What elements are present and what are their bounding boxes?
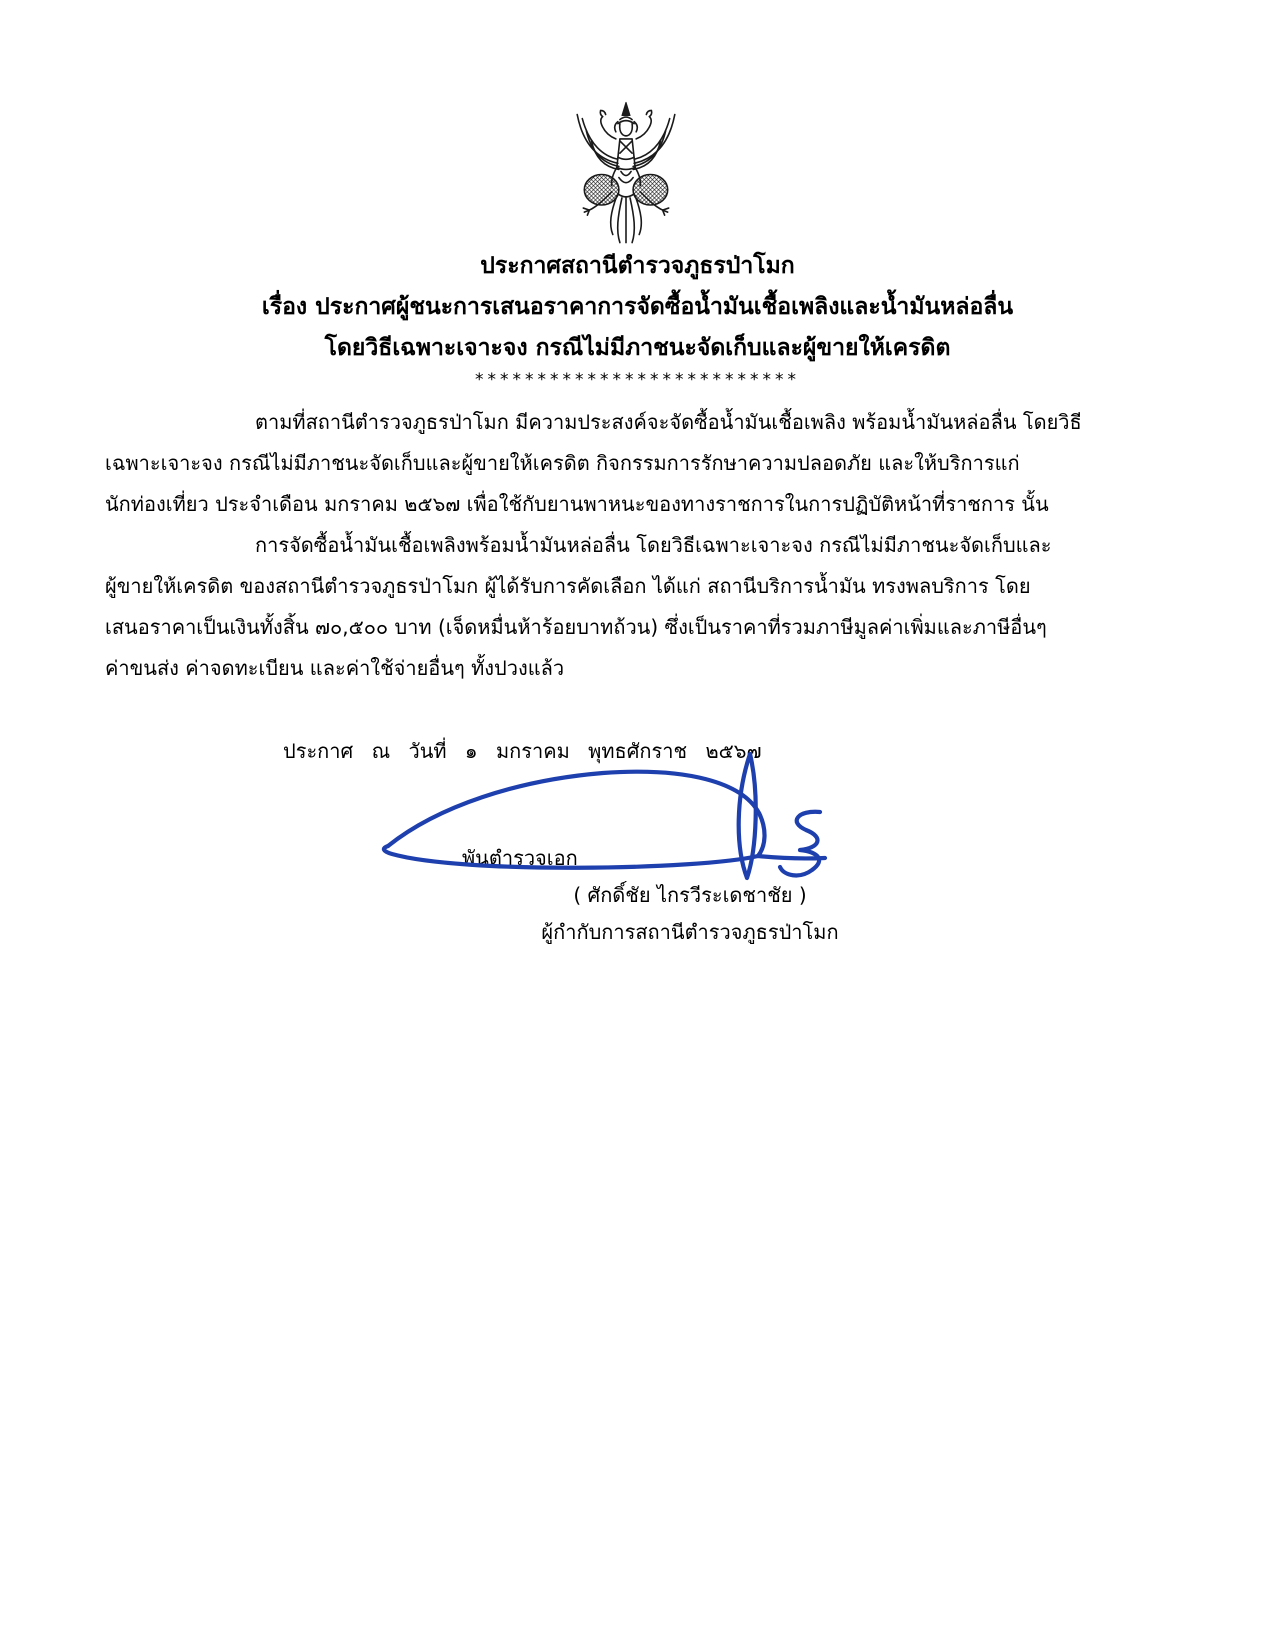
- signatory-position: ผู้กำกับการสถานีตำรวจภูธรป่าโมก: [541, 920, 839, 944]
- announcement-method: โดยวิธีเฉพาะเจาะจง กรณีไม่มีภาชนะจัดเก็บและผู้ขายให้เครดิต: [324, 335, 951, 361]
- body-line: ตามที่สถานีตำรวจภูธรป่าโมก มีความประสงค์จะจัดซื้อน้ำมันเชื้อเพลิง พร้อมน้ำมันหล่อลื่น โดยวิธี: [255, 410, 1082, 434]
- document-body: [105, 402, 1170, 689]
- body-line: นักท่องเที่ยว ประจำเดือน มกราคม ๒๕๖๗ เพื่อใช้กับยานพาหนะของทางราชการในการปฏิบัติหน้าที่ราชการ นั้น: [105, 492, 1049, 516]
- body-line: ค่าขนส่ง ค่าจดทะเบียน และค่าใช้จ่ายอื่นๆ ทั้งปวงแล้ว: [105, 656, 565, 680]
- body-line: เสนอราคาเป็นเงินทั้งสิ้น ๗๐,๕๐๐ บาท (เจ็ดหมื่นห้าร้อยบาทถ้วน) ซึ่งเป็นราคาที่รวมภาษีมูลค่าเพิ่มและภาษีอื่นๆ: [105, 615, 1047, 639]
- paragraph-2: [105, 525, 1170, 689]
- garuda-emblem-icon: [565, 100, 687, 248]
- signatory-rank: พันตำรวจเอก: [462, 846, 578, 870]
- signatory-name: ( ศักดิ์ชัย ไกรวีระเดชาชัย ): [573, 883, 807, 907]
- announcement-subject: เรื่อง ประกาศผู้ชนะการเสนอราคาการจัดซื้อน้ำมันเชื้อเพลิงและน้ำมันหล่อลื่น: [261, 294, 1014, 320]
- paragraph-1: [105, 402, 1170, 525]
- body-line: การจัดซื้อน้ำมันเชื้อเพลิงพร้อมน้ำมันหล่อลื่น โดยวิธีเฉพาะเจาะจง กรณีไม่มีภาชนะจัดเก็บและ: [255, 533, 1052, 557]
- asterisk-divider: **************************: [475, 370, 800, 390]
- title-block: [0, 246, 1275, 369]
- handwritten-signature-icon: [368, 750, 838, 898]
- body-line: ผู้ขายให้เครดิต ของสถานีตำรวจภูธรป่าโมก ผู้ได้รับการคัดเลือก ได้แก่ สถานีบริการน้ำมัน ทรงพลบริการ โดย: [105, 574, 1031, 598]
- announcement-title: ประกาศสถานีตำรวจภูธรป่าโมก: [480, 253, 795, 279]
- body-line: เฉพาะเจาะจง กรณีไม่มีภาชนะจัดเก็บและผู้ขายให้เครดิต กิจกรรมการรักษาความปลอดภัย และให้บริการแก่: [105, 451, 1020, 475]
- announcement-date-line: ประกาศ ณ วันที่ ๑ มกราคม พุทธศักราช ๒๕๖๗: [283, 739, 762, 763]
